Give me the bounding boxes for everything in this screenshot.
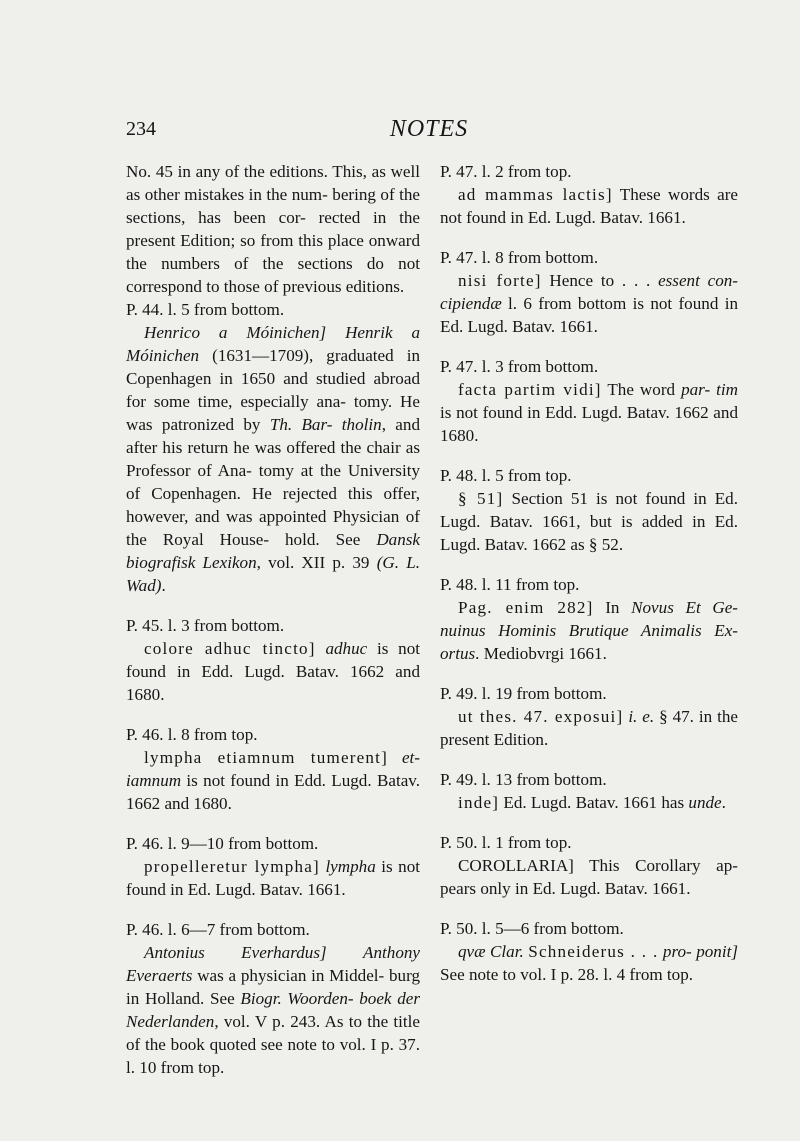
note-lemma: Schneiderus . . . [528, 942, 659, 961]
note-lemma: Novus Et Ge- nuinus Hominis Brutique Animalis Ex- ortus [440, 598, 738, 663]
note-text [126, 855, 420, 901]
note-lemma: ad mammas lactis] [458, 185, 613, 204]
note-reference: P. 47. l. 3 from bottom. [440, 357, 599, 376]
note-entry [440, 355, 738, 447]
note-lemma: § 51] [458, 489, 504, 508]
note-text-run: was a physician in Middel- burg in Holland. See [126, 966, 420, 1008]
note-reference: P. 47. l. 2 from top. [440, 162, 572, 181]
note-text-run: , vol. XII p. 39 [256, 553, 377, 572]
note-text [440, 705, 738, 751]
note-lemma: Pag. enim 282] [458, 598, 594, 617]
note-entry [440, 768, 738, 814]
note-text-run: , and after his return he was offered the chair as Professor of Ana- tomy at the University of Copenhagen. He rejected this offer, however, and was appointed Physician of the Royal House- hold. See [126, 415, 420, 549]
note-lemma: colore adhuc tincto] [144, 639, 316, 658]
note-reference: P. 46. l. 8 from top. [126, 725, 258, 744]
note-lemma: qvæ Clar. [458, 942, 524, 961]
note-entry [440, 831, 738, 900]
note-lemma: lympha etiamnum tumerent] [144, 748, 388, 767]
note-text-run: (1631—1709), graduated in Copenhagen in 1650 and studied abroad for some time, especially ana- tomy. He was patronized by [126, 346, 420, 434]
note-lemma: Th. Bar- tholin [269, 415, 382, 434]
note-text-run: l. 6 from bottom is not found in Ed. Lugd. Batav. 1661. [440, 294, 738, 336]
note-entry [126, 298, 420, 597]
note-entry [126, 918, 420, 1079]
right-column [440, 160, 738, 1003]
note-lemma: inde] [458, 793, 500, 812]
note-lemma: adhuc [325, 639, 368, 658]
note-text [440, 791, 738, 814]
note-text [126, 941, 420, 1079]
note-lemma: unde [688, 793, 722, 812]
note-text-run: Section 51 is not found in Ed. Lugd. Batav. 1661, but is added in Ed. Lugd. Batav. 1662 as § 52. [440, 489, 739, 554]
note-entry [440, 464, 738, 556]
note-lemma: Antonius Everhardus] [144, 943, 327, 962]
note-lemma: pro- ponit] [662, 942, 738, 961]
note-reference: P. 44. l. 5 from bottom. [126, 300, 285, 319]
note-text-run [388, 748, 402, 767]
note-reference: P. 45. l. 3 from bottom. [126, 616, 285, 635]
note-text-run: is not found in Edd. Lugd. Batav. 1662 and 1680. [126, 639, 420, 704]
note-lemma: et- iamnum [126, 748, 420, 790]
note-text [440, 378, 738, 447]
note-entry [440, 917, 738, 986]
note-text-run: The word [601, 380, 682, 399]
note-text-run [316, 639, 326, 658]
note-text [440, 269, 738, 338]
note-reference: P. 47. l. 8 from bottom. [440, 248, 599, 267]
note-text [440, 183, 738, 229]
note-reference: P. 46. l. 6—7 from bottom. [126, 920, 310, 939]
note-reference: P. 48. l. 5 from top. [440, 466, 572, 485]
note-text-run: § 47. in the present Edition. [440, 707, 738, 749]
note-lemma: par- tim [681, 380, 738, 399]
page-header [126, 118, 714, 148]
note-lemma: Dansk biografisk Lexikon [126, 530, 420, 572]
note-text [440, 487, 738, 556]
note-text-run: . [721, 793, 726, 812]
note-text-run: Hence to . . . [541, 271, 659, 290]
note-lemma: Henrik a Móinichen [126, 323, 420, 365]
note-entry [126, 614, 420, 706]
note-lemma: essent con- cipiendæ [440, 271, 738, 313]
note-reference: P. 50. l. 5—6 from bottom. [440, 919, 624, 938]
note-text [126, 746, 420, 815]
note-reference: P. 50. l. 1 from top. [440, 833, 572, 852]
note-entry [440, 573, 738, 665]
note-lemma: Anthony Everaerts [126, 943, 420, 985]
note-text [440, 940, 738, 986]
note-entry [440, 246, 738, 338]
note-entry [440, 160, 738, 229]
running-head: NOTES [389, 116, 469, 142]
note-lemma: ut thes. 47. exposui] [458, 707, 624, 726]
note-text [440, 854, 738, 900]
note-text-run [326, 323, 345, 342]
note-text-run: COROLLARIA] [458, 856, 574, 875]
note-text-run: Ed. Lugd. Batav. 1661 has [499, 793, 689, 812]
note-text [440, 596, 738, 665]
note-lemma: (G. L. Wad) [126, 553, 420, 595]
note-lemma: facta partim vidi] [458, 380, 602, 399]
note-entry [440, 682, 738, 751]
note-reference: P. 46. l. 9—10 from bottom. [126, 834, 319, 853]
note-reference: P. 49. l. 13 from bottom. [440, 770, 607, 789]
note-text [126, 637, 420, 706]
note-text-run: This Corollary ap- pears only in Ed. Lugd. Batav. 1661. [440, 856, 738, 898]
note-reference: P. 48. l. 11 from top. [440, 575, 580, 594]
note-lemma: lympha [325, 857, 376, 876]
note-text-run: , vol. V p. 243. As to the title of the book quoted see note to vol. I p. 37. l. 10 from top. [126, 1012, 420, 1077]
note-text-run: These words are not found in Ed. Lugd. Batav. 1661. [440, 185, 738, 227]
note-text-run: is not found in Edd. Lugd. Batav. 1662 and 1680. [440, 403, 738, 445]
note-lemma: i. e. [628, 707, 655, 726]
note-lemma: propelleretur lympha] [144, 857, 320, 876]
note-lemma: Biogr. Woorden- boek der Nederlanden [126, 989, 420, 1031]
page-number: 234 [126, 118, 156, 140]
intro-paragraph: No. 45 in any of the editions. This, as well as other mistakes in the num- bering of the sections, has been cor- rected in the present Edition; so from this place onward the numbers of the sections do not correspond to those of previous editions. [126, 162, 420, 296]
note-lemma: Henrico a Móinichen] [144, 323, 327, 342]
note-text-run: . [161, 576, 166, 595]
note-text-run: See note to vol. I p. 28. l. 4 from top. [440, 965, 694, 984]
note-text-run [327, 943, 363, 962]
left-column [126, 160, 420, 1096]
note-text [126, 321, 420, 597]
note-text-run: is not found in Ed. Lugd. Batav. 1661. [126, 857, 420, 899]
note-text-run: . Mediobvrgi 1661. [475, 644, 607, 663]
note-text-run: In [593, 598, 632, 617]
note-entry [126, 832, 420, 901]
note-lemma: nisi forte] [458, 271, 542, 290]
note-reference: P. 49. l. 19 from bottom. [440, 684, 607, 703]
note-text-run: is not found in Edd. Lugd. Batav. 1662 and 1680. [126, 771, 420, 813]
note-entry [126, 723, 420, 815]
